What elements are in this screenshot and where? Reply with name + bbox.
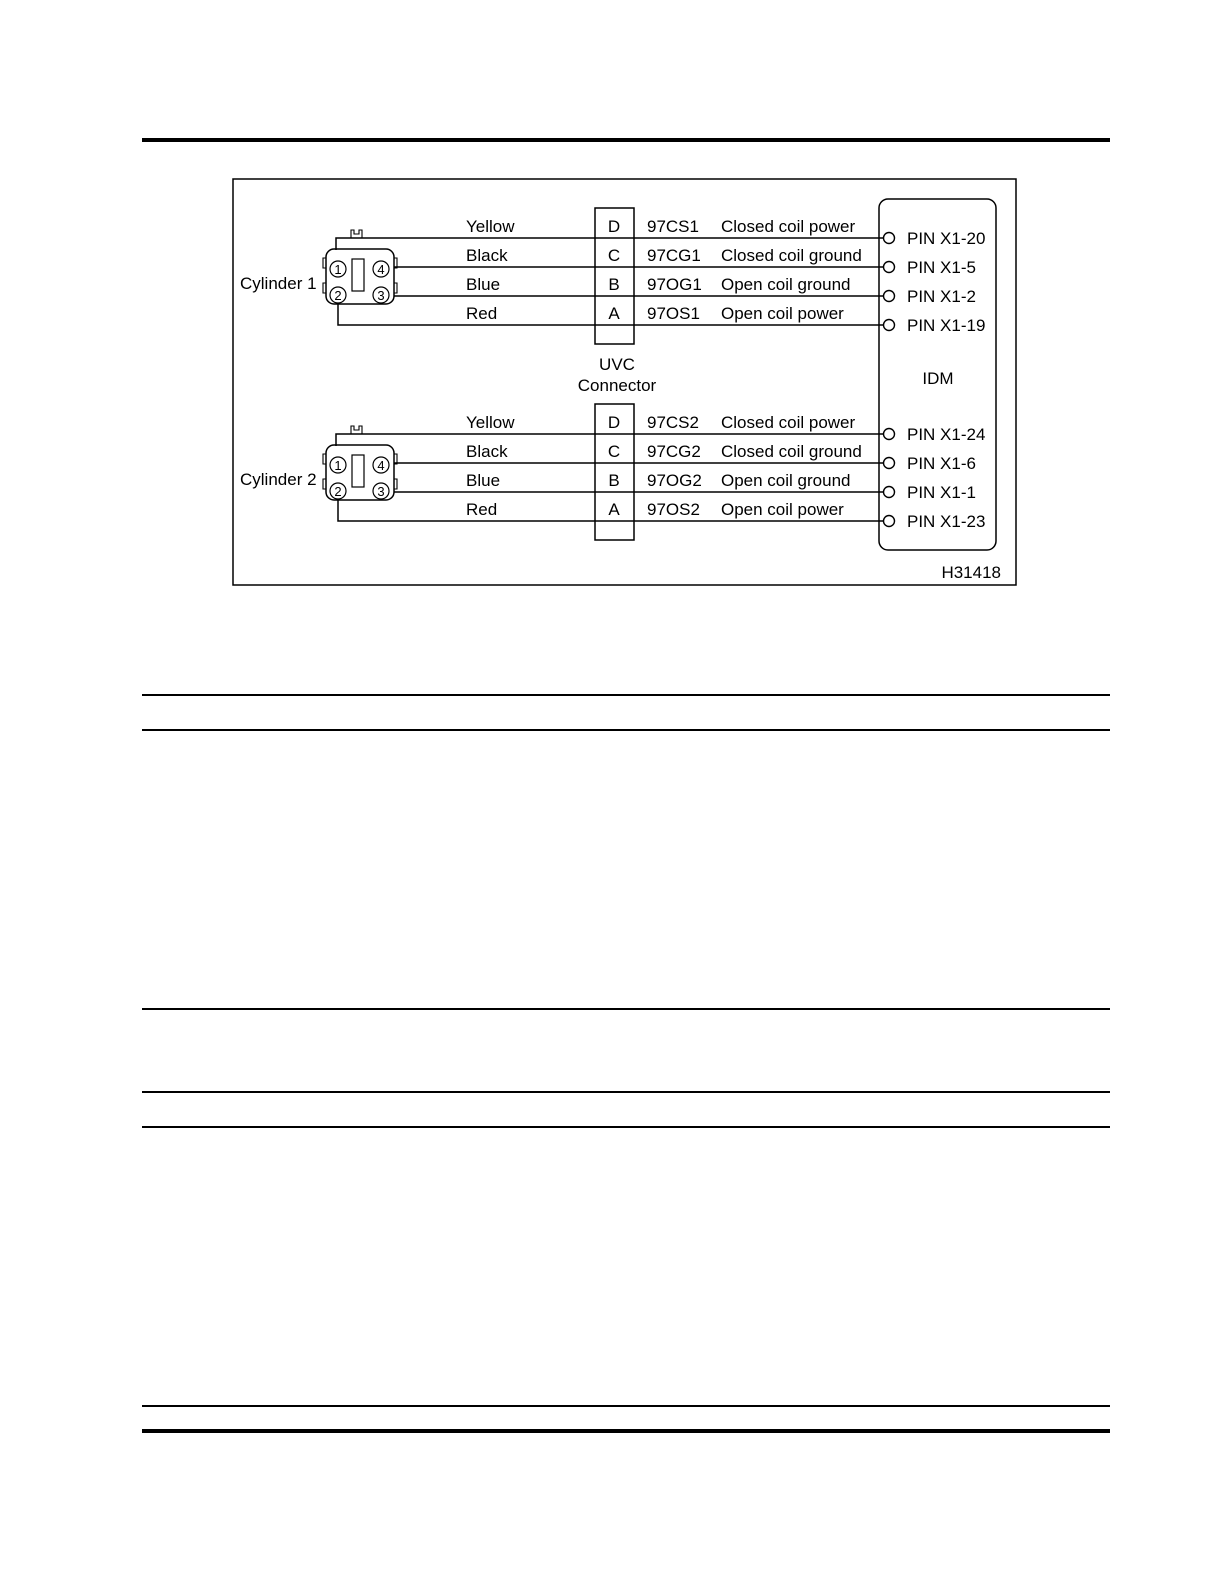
circuit-number: 97OG1 (647, 275, 702, 294)
idm-pin-label: PIN X1-2 (907, 287, 976, 306)
idm-label: IDM (922, 369, 954, 388)
connector-pin-number: 1 (334, 262, 342, 277)
connector-latch (351, 230, 362, 238)
circuit-number: 97CS2 (647, 413, 699, 432)
connector-pin-number: 3 (377, 484, 385, 499)
circuit-function: Open coil ground (721, 471, 851, 490)
cylinder-label: Cylinder 1 (240, 274, 317, 293)
circuit-function: Open coil ground (721, 275, 851, 294)
circuit-number: 97CG1 (647, 246, 701, 265)
idm-pin-label: PIN X1-19 (907, 316, 986, 335)
pin-terminal (884, 320, 895, 331)
connector-pin-number: 4 (377, 458, 385, 473)
idm-pin-label: PIN X1-20 (907, 229, 986, 248)
uvc-pin-letter: A (608, 304, 620, 323)
wire-color-label: Blue (466, 471, 501, 490)
wire-color-label: Red (466, 500, 498, 519)
pin-terminal (884, 233, 895, 244)
uvc-pin-letter: D (607, 413, 621, 432)
connector-pin-number: 3 (377, 288, 385, 303)
uvc-pin-letter: C (607, 246, 621, 265)
cylinder-group (240, 208, 985, 344)
pin-terminal (884, 429, 895, 440)
uvc-pin-letter: C (607, 442, 621, 461)
idm-pin-label: PIN X1-24 (907, 425, 986, 444)
wire-color-label: Black (466, 442, 508, 461)
connector-pin-number: 4 (377, 262, 385, 277)
connector-key-slot (352, 455, 364, 487)
circuit-function: Closed coil power (721, 413, 856, 432)
figure-id: H31418 (941, 563, 1001, 582)
pin-terminal (884, 458, 895, 469)
uvc-connector-label-line2: Connector (577, 376, 657, 395)
idm-pin-label: PIN X1-1 (907, 483, 976, 502)
wire-color-label: Yellow (466, 413, 515, 432)
uvc-pin-letter: A (608, 500, 620, 519)
idm-pin-label: PIN X1-6 (907, 454, 976, 473)
wire-color-label: Black (466, 246, 508, 265)
cylinder-label: Cylinder 2 (240, 470, 317, 489)
uvc-pin-letter: B (608, 275, 620, 294)
uvc-pin-letter: D (607, 217, 621, 236)
cylinder-group (240, 404, 985, 540)
connector-key-slot (352, 259, 364, 291)
circuit-function: Closed coil ground (721, 246, 862, 265)
circuit-number: 97CG2 (647, 442, 701, 461)
connector-pin-number: 1 (334, 458, 342, 473)
uvc-connector-label-line1: UVC (599, 355, 635, 374)
circuit-function: Closed coil power (721, 217, 856, 236)
wire-color-label: Blue (466, 275, 501, 294)
pin-terminal (884, 487, 895, 498)
pin-terminal (884, 262, 895, 273)
wire-color-label: Red (466, 304, 498, 323)
uvc-pin-letter: B (608, 471, 620, 490)
pin-terminal (884, 516, 895, 527)
idm-pin-label: PIN X1-5 (907, 258, 976, 277)
circuit-function: Open coil power (721, 304, 844, 323)
idm-pin-label: PIN X1-23 (907, 512, 986, 531)
connector-pin-number: 2 (334, 484, 342, 499)
connector-pin-number: 2 (334, 288, 342, 303)
wire-color-label: Yellow (466, 217, 515, 236)
circuit-function: Open coil power (721, 500, 844, 519)
pin-terminal (884, 291, 895, 302)
circuit-number: 97OS2 (647, 500, 700, 519)
circuit-function: Closed coil ground (721, 442, 862, 461)
circuit-number: 97OG2 (647, 471, 702, 490)
circuit-number: 97CS1 (647, 217, 699, 236)
circuit-number: 97OS1 (647, 304, 700, 323)
connector-latch (351, 426, 362, 434)
